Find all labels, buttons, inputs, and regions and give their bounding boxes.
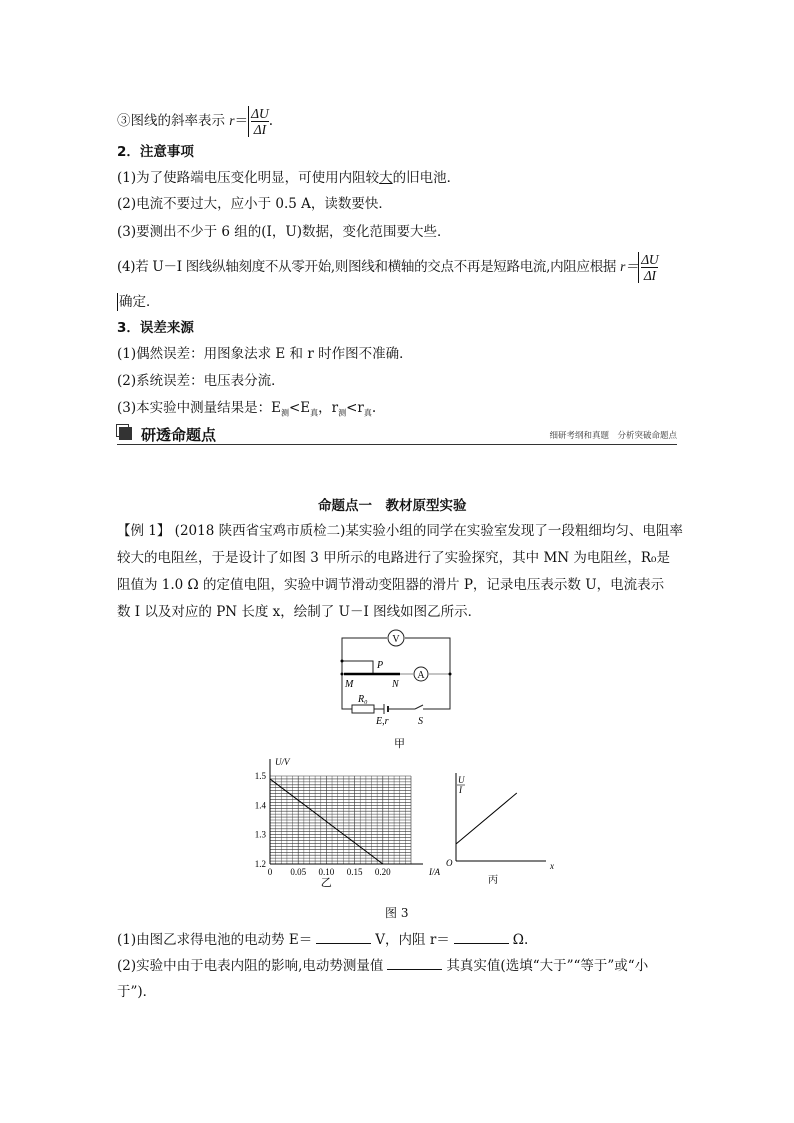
error-3 — [117, 399, 376, 423]
section-subtitle: 细研考纲和真题 分析突破命题点 — [549, 431, 677, 441]
example-line: 阻值为 1.0 Ω 的定值电阻，实验中调节滑动变阻器的滑片 P，记录电压表示数 U，电流表示 — [117, 577, 665, 593]
text: ，r — [318, 400, 339, 416]
var: r — [229, 113, 235, 128]
answer-blank-r[interactable] — [454, 943, 509, 944]
text: . — [268, 113, 274, 129]
ui-x-chart — [440, 755, 554, 886]
x-tick-label: 0.05 — [290, 867, 307, 877]
note-2: (2)电流不要过大，应小于 0.5 A，读数要快． — [117, 196, 392, 212]
x-axis-label: x — [550, 861, 554, 871]
fraction — [638, 252, 658, 283]
text: (4)若 U－I 图线纵轴刻度不从零开始,则图线和横轴的交点不再是短路电流,内阻应根据 — [117, 259, 621, 275]
text: V，内阻 r＝ — [375, 932, 450, 948]
chart-caption: 丙 — [488, 875, 498, 886]
question-2-cont: 于”)． — [117, 984, 157, 1000]
label-er: E,r — [376, 716, 389, 727]
error-1: (1)偶然误差：用图象法求 E 和 r 时作图不准确． — [117, 346, 413, 362]
y-tick-label: 1.2 — [254, 859, 266, 869]
text: . — [371, 400, 377, 416]
label-p: P — [377, 660, 384, 671]
section-title: 研透命题点 — [141, 426, 217, 444]
switch-icon — [415, 705, 423, 709]
text: (3)本实验中测量结果是：E — [117, 400, 281, 416]
question-2 — [117, 957, 648, 975]
note-4-cont: 确定． — [119, 294, 160, 310]
answer-blank-compare[interactable] — [387, 969, 442, 970]
question-1 — [117, 931, 528, 949]
error-2: (2)系统误差：电压表分流． — [117, 373, 285, 389]
heading-errors: 3．误差来源 — [117, 320, 194, 336]
chart-caption: 乙 — [320, 877, 332, 889]
label-s: S — [418, 716, 423, 727]
square-icon — [119, 427, 132, 440]
sub: 测 — [338, 408, 347, 418]
numerator: ΔU — [641, 252, 659, 267]
heading-notes: 2．注意事项 — [117, 144, 194, 160]
x-tick-label: 0.10 — [318, 867, 335, 877]
data-line — [456, 793, 517, 844]
var: r＝ — [620, 259, 639, 274]
slope-line — [117, 106, 273, 137]
text: 的旧电池． — [392, 170, 461, 186]
text: 其真实值(选填“大于”“等于”或“小 — [446, 958, 649, 974]
note-3: (3)要测出不少于 6 组的(I，U)数据，变化范围要大些． — [117, 224, 451, 240]
figure-caption: 图 3 — [385, 906, 409, 920]
sub: 测 — [280, 408, 289, 418]
example-line: 较大的电阻丝，于是设计了如图 3 甲所示的电路进行了实验探究，其中 MN 为电阻丝，R₀是 — [117, 550, 670, 566]
x-tick-label: 0.15 — [346, 867, 363, 877]
answer-blank-e[interactable] — [316, 943, 371, 944]
text: ＝ — [234, 113, 249, 129]
note-1 — [117, 169, 460, 187]
example-line: 【例 1】 (2018 陕西省宝鸡市质检二)某实验小组的同学在实验室发现了一段粗细均匀、电阻率 — [117, 523, 683, 539]
label-n: N — [392, 679, 399, 690]
circuit-diagram — [330, 630, 480, 750]
y-label-numerator: U — [458, 775, 465, 785]
denominator: ΔI — [253, 122, 267, 137]
label-r0: R₀ — [358, 694, 368, 705]
y-tick-label: 1.3 — [254, 829, 266, 840]
resistor-r0 — [352, 705, 374, 713]
text: 大 — [379, 170, 393, 186]
x-tick-label: 0.20 — [374, 867, 391, 877]
caption-jia: 甲 — [394, 738, 405, 750]
sub: 真 — [310, 408, 319, 418]
y-label-denominator: I — [459, 785, 462, 795]
text: ③图线的斜率表示 — [117, 113, 230, 129]
u-i-chart — [240, 755, 440, 889]
text: Ω. — [512, 932, 529, 948]
fraction — [248, 106, 269, 137]
y-tick-label: 1.5 — [254, 771, 266, 781]
x-axis-label: I/A — [429, 867, 440, 877]
text: (1)为了使路端电压变化明显，可使用内阻较 — [117, 170, 380, 186]
text: (2)实验中由于电表内阻的影响,电动势测量值 — [117, 958, 384, 974]
topic-title: 命题点一 教材原型实验 — [318, 498, 467, 514]
text: <r — [346, 400, 364, 416]
text: (1)由图乙求得电池的电动势 E＝ — [117, 932, 313, 948]
section-header — [117, 424, 677, 445]
label-m: M — [345, 679, 354, 690]
example-line: 数 I 以及对应的 PN 长度 x，绘制了 U－I 图线如图乙所示． — [117, 604, 482, 620]
sub: 真 — [363, 408, 372, 418]
numerator: ΔU — [251, 106, 269, 121]
x-tick-label: 0 — [267, 867, 273, 877]
note-4 — [117, 252, 658, 283]
text: <E — [288, 400, 311, 416]
label-a: A — [417, 670, 425, 681]
denominator: ΔI — [643, 268, 656, 283]
y-tick-label: 1.4 — [254, 800, 266, 811]
y-axis-label: U/V — [275, 757, 290, 767]
origin-label: O — [446, 858, 453, 868]
label-v: V — [392, 634, 400, 645]
